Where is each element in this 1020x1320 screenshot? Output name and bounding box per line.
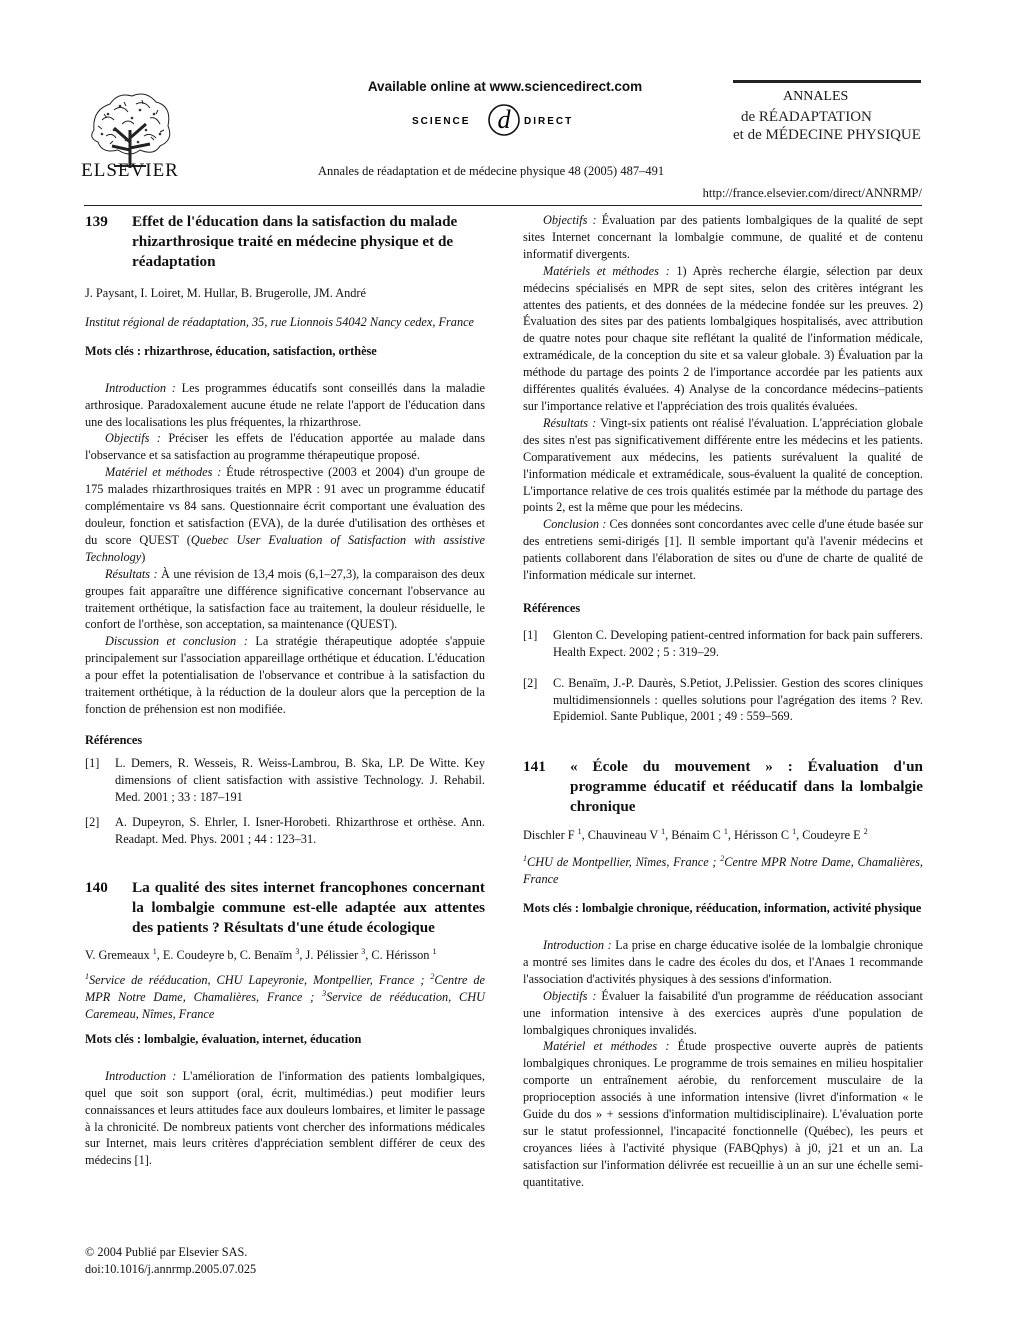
- sd-logo-science: SCIENCE: [412, 116, 471, 127]
- authors: Dischler F $^1$, Chauvineau V $^1$, Bénaim C $^1$, Hérisson C $^1$, Coudeyre E $^2$: [523, 827, 868, 843]
- authors: V. Gremeaux $^1$, E. Coudeyre b, C. Benaïm $^3$, J. Pélissier $^3$, C. Hérisson $^1$: [85, 947, 437, 963]
- abstract-title: La qualité des sites internet francophones concernant la lombalgie commune est-elle adaptée aux attentes des patients ? Résultats d'une étude écologique: [132, 879, 485, 937]
- paragraph-objectifs: Objectifs : Évaluation par des patients lombalgiques de la qualité de sept sites Internet concernant la lombalgie commune, de qualité et de contenu informatif divergents.: [523, 213, 923, 261]
- keywords: Mots clés : rhizarthrose, éducation, satisfaction, orthèse: [85, 343, 377, 358]
- journal-logo: [733, 80, 921, 180]
- paragraph-methodes: Matériel et méthodes : Étude prospective ouverte auprès de patients lombalgiques chroniques. Le programme de trois semaines en milieu hospitalier comporte un entraînement aérobie, du renforcement musculaire de la proprioception associés à une information intensive (livret d'information « le Guide du dos » + sessions d'information multidisciplinaire). L'évaluation porte sur le statut professionnel, l'incapacité fonctionnelle (Québec), les peurs et croyances liées à l'activité physique (FABQphys) à j0, j21 et un an. La satisfaction sur l'information délivrée est recueillie à un an sur une échelle semi-quantitative.: [523, 1039, 923, 1189]
- reference-item: [1] Glenton C. Developing patient-centred information for back pain sufferers. Health Expect. 2002 ; 5 : 319–29.: [523, 627, 923, 659]
- journal-citation: Annales de réadaptation et de médecine physique 48 (2005) 487–491: [318, 164, 665, 178]
- keywords: Mots clés : lombalgie chronique, rééducation, information, activité physique: [523, 901, 922, 916]
- right-column: [523, 212, 923, 1191]
- journal-logo-annales: ANNALES: [783, 89, 849, 104]
- sd-logo-direct: DIRECT: [524, 116, 574, 127]
- journal-url-link[interactable]: http://france.elsevier.com/direct/ANNRMP/: [702, 186, 922, 200]
- paragraph-methodes: Matériels et méthodes : 1) Après recherche élargie, sélection par deux médecins spécialisés en MPR de sept sites, selon des critères intégrant les attentes des patients, et des données de la médecine fondée sur les preuves. 2) Évaluation des sites par des patients lombalgiques hospitalisés, avec attribution de quatre notes pour chaque site reflétant la qualité de l'information médicale, extramédicale, de la conception du site et sa valeur globale. 3) Évaluation par la méthode du partage des points 2 de l'importance accordée par les patients aux différentes qualités évaluées. 4) Analyse de la concordance médecins–patients sur l'importance relative et l'appréciation des trois qualités évaluées.: [523, 263, 924, 413]
- copyright: © 2004 Publié par Elsevier SAS.: [85, 1245, 248, 1259]
- paragraph-objectifs: Objectifs : Évaluer la faisabilité d'un programme de rééducation associant une information intensive à des exercices auprès d'une population de lombalgiques chroniques invalidés.: [523, 988, 923, 1037]
- doi: doi:10.1016/j.annrmp.2005.07.025: [85, 1262, 257, 1276]
- paragraph-discussion: Discussion et conclusion : La stratégie thérapeutique adoptée s'appuie principalement sur l'association appareillage orthétique et éducation. L'éducation a pour effet la potentialisation de l'observance et contribue à la satisfaction du traitement orthétique, à la réduction de la douleur alors que la perception de la fonction de préhension est non modifiée.: [85, 634, 485, 716]
- paragraph-introduction: Introduction : L'amélioration de l'information des patients lombalgiques, quel que soit son support (oral, écrit, multimédias.) peut modifier leurs connaissances et leurs attitudes face aux douleurs lombaires, et limiter le passage à la chronicité. De nombreux patients vont chercher des informations médicales sur Internet, mais leurs critères d'appréciation semblent différer de ceux des médecins [1].: [85, 1068, 485, 1168]
- affiliation: $^1$CHU de Montpellier, Nîmes, France ; $^2$Centre MPR Notre Dame, Chamalières, France: [523, 854, 924, 887]
- references-heading: Références: [523, 600, 581, 615]
- paragraph-objectifs: Objectifs : Préciser les effets de l'éducation apportée au malade dans l'observance et sa satisfaction au programme thérapeutique proposé.: [85, 431, 485, 463]
- reference-item: [2] C. Benaïm, J.-P. Daurès, S.Petiot, J.Pelissier. Gestion des scores cliniques multidimensionnels : quelles solutions pour l'agrégation des items ? Rev. Epidemiol. Sante Publique, 2001 ; 49 : 559–569.: [523, 675, 923, 724]
- svg-text:d: d: [497, 105, 511, 134]
- authors: J. Paysant, I. Loiret, M. Hullar, B. Brugerolle, JM. André: [85, 286, 366, 300]
- paragraph-introduction: Introduction : La prise en charge éducative isolée de la lombalgie chronique a montré ses limites dans le cadre des écoles du dos, et l'Anaes 1 recommande l'association d'activités physiques à des sessions d'information.: [523, 938, 923, 986]
- reference-item: [1] L. Demers, R. Wesseis, R. Weiss-Lambrou, B. Ska, LP. De Witte. Key dimensions of client satisfaction with assistive Technology. J. Rehabil. Med. 2001 ; 33 : 187–191: [85, 755, 485, 804]
- affiliation: $^1$Service de rééducation, CHU Lapeyronie, Montpellier, France ; $^2$Centre de MPR Notre Dame, Chamalières, France ; $^3$Service de rééducation, CHU Caremeau, Nîmes, France: [85, 972, 485, 1021]
- left-column: [85, 212, 485, 1169]
- abstract-number: 140: [85, 879, 108, 897]
- abstract-title: « École du mouvement » : Évaluation d'un programme éducatif et rééducatif dans la lombalgie chronique: [570, 758, 923, 816]
- paragraph-resultats: Résultats : À une révision de 13,4 mois (6,1–27,3), la comparaison des deux groupes fait apparaître une différence significative concernant l'observance au traitement orthétique, la satisfaction face au traitement, la douleur résiduelle, le confort de l'orthèse, son acceptation, sa maintenance (QUEST).: [85, 566, 485, 632]
- journal-logo-readaptation: de RÉADAPTATION: [741, 109, 872, 125]
- abstract-title: Effet de l'éducation dans la satisfaction du malade rhizarthrosique traité en médecine physique et de réadaptation: [132, 213, 458, 270]
- paragraph-methodes: Matériel et méthodes : Étude rétrospective (2003 et 2004) d'un groupe de 175 malades rhizarthrosiques traités en MPR : 91 avec un programme éducatif complémentaire vs 84 sans. Questionnaire écrit comportant une évaluation des douleur, fonction et satisfaction (EVA), de la durée d'utilisation des orthèses et du score QUEST (Quebec User Evaluation of Satisfaction with assistive Technology): [85, 465, 485, 564]
- abstract-141-heading: [523, 757, 923, 817]
- elsevier-wordmark: ELSEVIER: [81, 160, 179, 181]
- keywords: Mots clés : lombalgie, évaluation, internet, éducation: [85, 1031, 362, 1046]
- sciencedirect-logo: [412, 100, 596, 140]
- references-heading: Références: [85, 732, 143, 747]
- available-online-text: Available online at www.sciencedirect.com: [367, 79, 643, 94]
- paragraph-introduction: Introduction : Les programmes éducatifs sont conseillés dans la maladie arthrosique. Paradoxalement aucune étude ne relate l'apport de l'éducation dans une des localisations les plus fréquentes, la rhizarthrose.: [85, 380, 485, 429]
- journal-logo-medecine: et de MÉDECINE PHYSIQUE: [733, 127, 921, 143]
- abstract-number: 141: [523, 758, 546, 776]
- paragraph-resultats: Résultats : Vingt-six patients ont réalisé l'évaluation. L'appréciation globale des sites n'est pas significativement différente entre les médecins et les patients. Comparativement aux médecins, les patients surévaluent la qualité de l'information médicale et extramédicale, sous-évaluent la qualité de conception. L'importance relative de ces trois qualités estimée par la méthode du partage des points 2, est la même que pour les médecins.: [523, 415, 923, 515]
- reference-item: [2] A. Dupeyron, S. Ehrler, I. Isner-Horobeti. Rhizarthrose et orthèse. Ann. Readapt. Med. Phys. 2001 ; 44 : 123–31.: [85, 815, 485, 847]
- header-divider: [84, 205, 922, 206]
- affiliation: Institut régional de réadaptation, 35, rue Lionnois 54042 Nancy cedex, France: [85, 314, 475, 329]
- abstract-140-heading: [85, 878, 485, 938]
- abstract-number: 139: [85, 213, 108, 230]
- paragraph-conclusion: Conclusion : Ces données sont concordantes avec celle d'une étude basée sur des entretiens semi-dirigés [1]. Il semble important qu'à l'avenir médecins et patients collaborent dans l'élaboration de sites ou d'une de charte de qualité de l'information médicale sur internet.: [523, 517, 923, 583]
- abstract-139-heading: [85, 212, 485, 272]
- footer: [85, 1244, 256, 1278]
